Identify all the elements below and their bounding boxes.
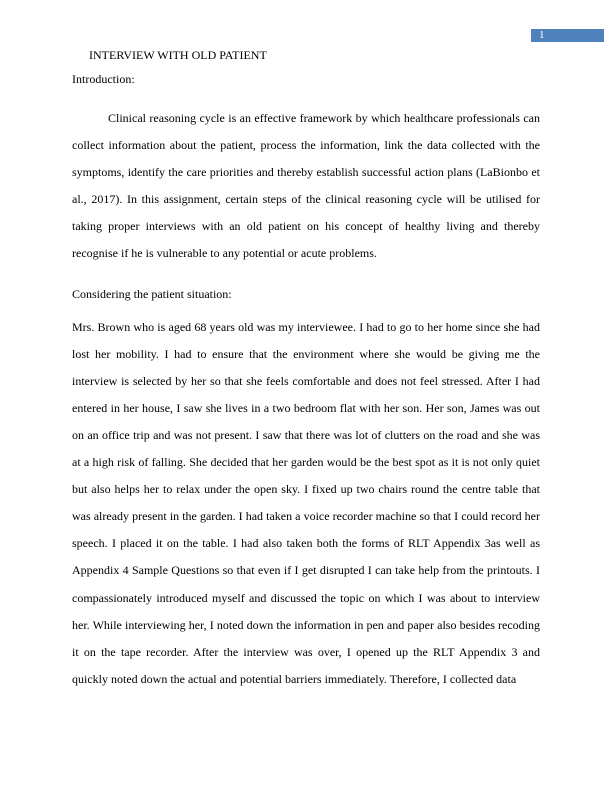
introduction-paragraph: Clinical reasoning cycle is an effective framework by which healthcare professionals can collect information about the patient, process the information, link the data collected with the symptoms, identify the care priorities and thereby establish successful action plans (LaBionbo et al., 2017). In this assignment, certain steps of the clinical reasoning cycle will be utilised for taking proper interviews with an old patient on his concept of healthy living and thereby recognise if he is vulnerable to any potential or acute problems. xyxy=(72,111,540,261)
situation-paragraph: Mrs. Brown who is aged 68 years old was my interviewee. I had to go to her home since she had lost her mobility. I had to ensure that the environment where she would be giving me the interview is selected by her so that she feels comfortable and does not feel stressed. After I had entered in her house, I saw she lives in a two bedroom flat with her son. Her son, James was out on an office trip and was not present. I saw that there was lot of clutters on the road and she was at a high risk of falling. She decided that her garden would be the best spot as it is not only quiet but also helps her to relax under the open sky. I fixed up two chairs round the centre table that was already present in the garden. I had taken a voice recorder machine so that I could record her speech. I placed it on the table. I had also taken both the forms of RLT Appendix 3as well as Appendix 4 Sample Questions so that even if I get disrupted I can take help from the printouts. I compassionately introduced myself and discussed the topic on which I was about to interview her. While interviewing her, I noted down the information in pen and paper also besides recoding it on the tape recorder. After the interview was over, I opened up the RLT Appendix 3 and quickly noted down the actual and potential barriers immediately. Therefore, I collected data xyxy=(72,319,540,686)
page-number-bar xyxy=(531,29,604,42)
running-head: INTERVIEW WITH OLD PATIENT xyxy=(89,48,267,62)
page-number: 1 xyxy=(539,29,545,41)
situation-heading: Considering the patient situation: xyxy=(72,286,232,301)
introduction-heading: Introduction: xyxy=(72,72,135,86)
document-body xyxy=(72,70,540,693)
